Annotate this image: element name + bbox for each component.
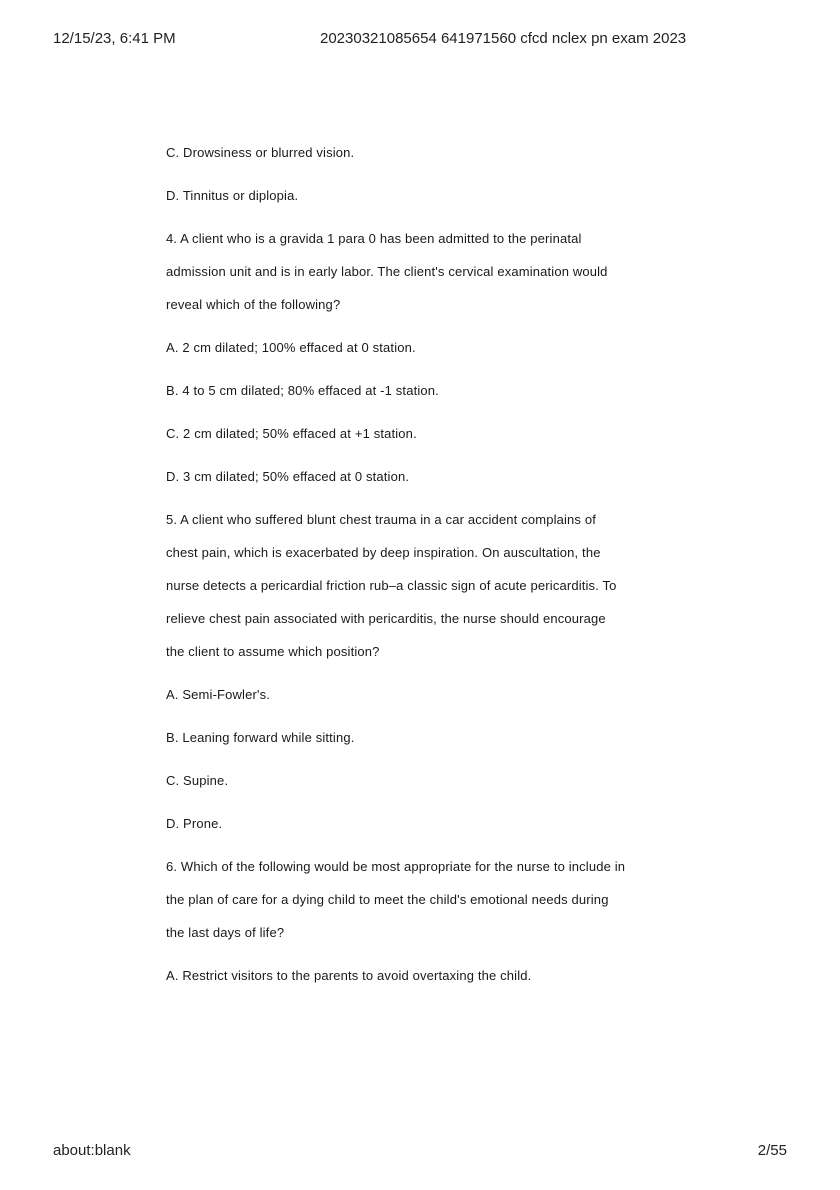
q5-option-d: D. Prone. xyxy=(166,816,223,831)
q5-text-line-4: relieve chest pain associated with pericarditis, the nurse should encourage xyxy=(166,611,606,626)
q4-text-line-3: reveal which of the following? xyxy=(166,297,341,312)
q4-option-c: C. 2 cm dilated; 50% effaced at +1 station. xyxy=(166,426,417,441)
q5-text-line-2: chest pain, which is exacerbated by deep inspiration. On auscultation, the xyxy=(166,545,601,560)
q4-option-d: D. 3 cm dilated; 50% effaced at 0 station. xyxy=(166,469,410,484)
q6-text-line-2: the plan of care for a dying child to meet the child's emotional needs during xyxy=(166,892,609,907)
q5-text-line-3: nurse detects a pericardial friction rub–a classic sign of acute pericarditis. To xyxy=(166,578,617,593)
page-number: 2/55 xyxy=(757,1142,787,1159)
q4-text-line-1: 4. A client who is a gravida 1 para 0 has been admitted to the perinatal xyxy=(166,231,582,246)
page-url: about:blank xyxy=(53,1142,131,1159)
print-datetime: 12/15/23, 6:41 PM xyxy=(53,30,176,47)
q5-option-b: B. Leaning forward while sitting. xyxy=(166,730,355,745)
q5-text-line-1: 5. A client who suffered blunt chest trauma in a car accident complains of xyxy=(166,512,596,527)
q4-text-line-2: admission unit and is in early labor. The client's cervical examination would xyxy=(166,264,608,279)
q4-option-b: B. 4 to 5 cm dilated; 80% effaced at -1 station. xyxy=(166,383,439,398)
q6-text-line-1: 6. Which of the following would be most appropriate for the nurse to include in xyxy=(166,859,626,874)
q5-text-line-5: the client to assume which position? xyxy=(166,644,380,659)
q5-option-a: A. Semi-Fowler's. xyxy=(166,687,270,702)
q4-option-a: A. 2 cm dilated; 100% effaced at 0 station. xyxy=(166,340,416,355)
q3-option-c: C. Drowsiness or blurred vision. xyxy=(166,145,355,160)
q6-text-line-3: the last days of life? xyxy=(166,925,285,940)
document-title: 20230321085654 641971560 cfcd nclex pn exam 2023 xyxy=(320,30,687,47)
document-body xyxy=(166,143,686,1009)
q5-option-c: C. Supine. xyxy=(166,773,229,788)
q6-option-a: A. Restrict visitors to the parents to avoid overtaxing the child. xyxy=(166,968,532,983)
q3-option-d: D. Tinnitus or diplopia. xyxy=(166,188,299,203)
